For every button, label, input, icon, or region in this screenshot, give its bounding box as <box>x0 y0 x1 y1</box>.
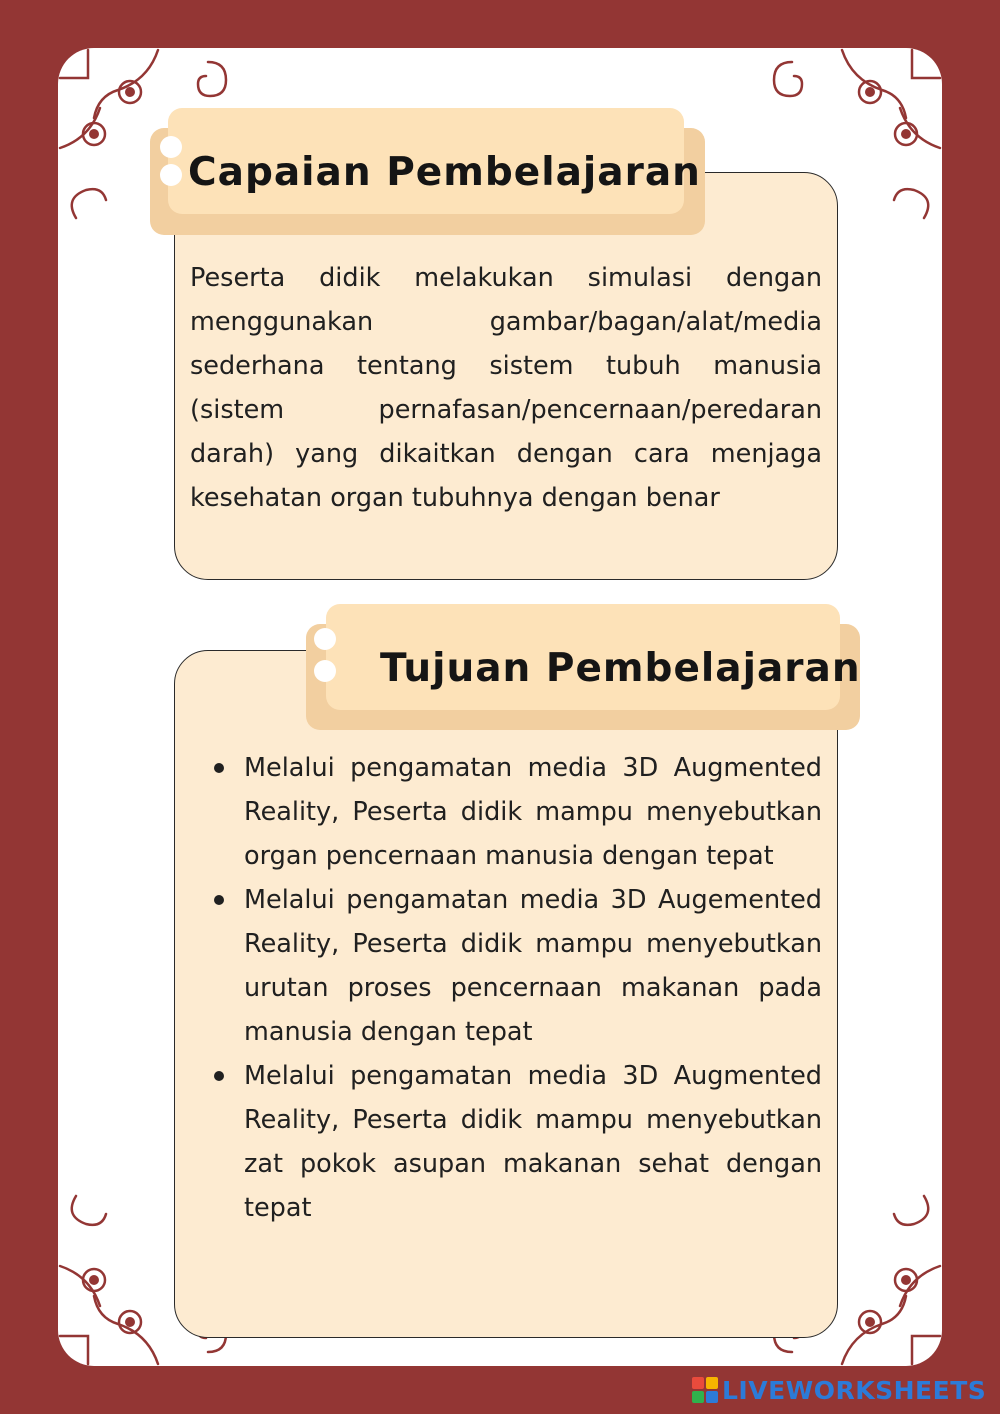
tujuan-tab <box>306 624 860 730</box>
tab-hole-icon <box>160 136 182 158</box>
bullet-icon <box>214 763 224 773</box>
list-item <box>244 878 822 1054</box>
capaian-title: Capaian Pembelajaran <box>188 150 701 195</box>
list-item-text: Melalui pengamatan media 3D Augemented Reality, Peserta didik mampu menyebutkan urutan proses pencernaan makanan pada manusia dengan tepat <box>244 885 822 1047</box>
bullet-icon <box>214 895 224 905</box>
capaian-tab <box>150 128 705 235</box>
list-item <box>244 1054 822 1230</box>
list-item <box>244 746 822 878</box>
tab-hole-icon <box>160 164 182 186</box>
bullet-icon <box>214 1071 224 1081</box>
liveworksheets-watermark <box>692 1376 986 1404</box>
tujuan-list <box>244 746 822 1230</box>
capaian-text: Peserta didik melakukan simulasi dengan menggunakan gambar/bagan/alat/media sederhana tentang sistem tubuh manusia (sistem pernafasan/pencernaan/peredaran darah) yang dikaitkan dengan cara menjaga kesehatan organ tubuhnya dengan benar <box>190 263 822 513</box>
brand-text: LIVEWORKSHEETS <box>722 1375 987 1405</box>
list-item-text: Melalui pengamatan media 3D Augmented Reality, Peserta didik mampu menyebutkan zat pokok asupan makanan sehat dengan tepat <box>244 1061 822 1223</box>
tujuan-title: Tujuan Pembelajaran <box>380 646 861 691</box>
tab-hole-icon <box>314 660 336 682</box>
list-item-text: Melalui pengamatan media 3D Augmented Reality, Peserta didik mampu menyebutkan organ pencernaan manusia dengan tepat <box>244 753 822 871</box>
liveworksheets-logo-icon <box>692 1377 718 1403</box>
tab-hole-icon <box>314 628 336 650</box>
